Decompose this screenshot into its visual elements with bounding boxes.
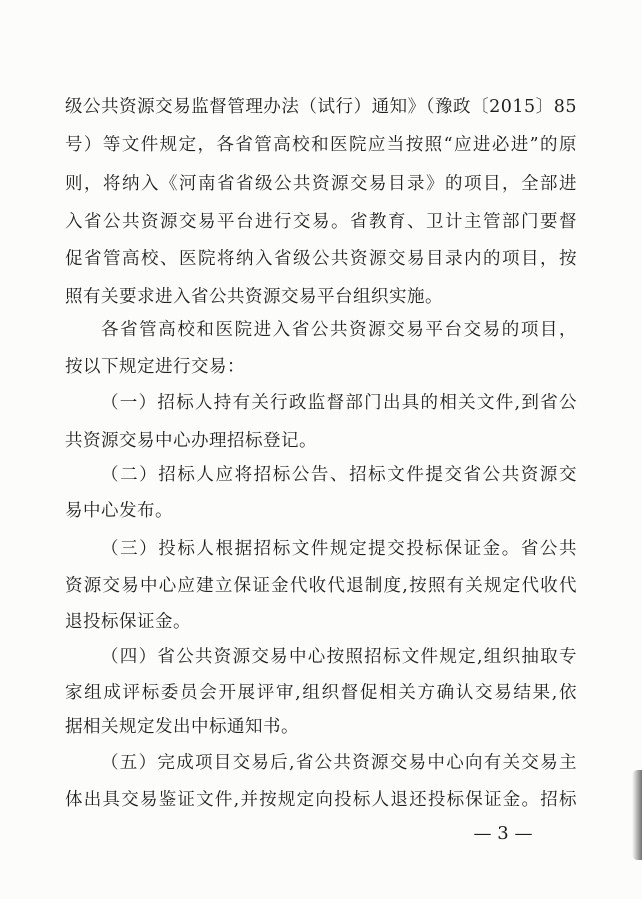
- text-line: 照有关要求进入省公共资源交易平台组织实施。: [65, 287, 443, 307]
- text-line: 各省管高校和医院进入省公共资源交易平台交易的项目，: [101, 320, 577, 340]
- text-line: （一）招标人持有关行政监督部门出具的相关文件,到省公: [101, 393, 577, 413]
- text-line: （五）完成项目交易后,省公共资源交易中心向有关交易主: [101, 753, 577, 773]
- text-line: 则，将纳入《河南省省级公共资源交易目录》的项目，全部进: [65, 174, 577, 194]
- text-line: （三）投标人根据招标文件规定提交投标保证金。省公共: [101, 539, 577, 559]
- text-line: 家组成评标委员会开展评审,组织督促相关方确认交易结果,依: [65, 683, 577, 703]
- text-line: （四）省公共资源交易中心按照招标文件规定,组织抽取专: [101, 647, 577, 667]
- text-line: 入省公共资源交易平台进行交易。省教育、卫计主管部门要督: [65, 212, 577, 232]
- scan-shadow: [632, 770, 642, 860]
- text-line: 共资源交易中心办理招标登记。: [65, 431, 317, 451]
- text-line: 退投标保证金。: [65, 612, 191, 632]
- text-line: 资源交易中心应建立保证金代收代退制度,按照有关规定代收代: [65, 576, 577, 596]
- text-line: 按以下规定进行交易：: [65, 357, 245, 377]
- text-line: 体出具交易鉴证文件,并按规定向投标人退还投标保证金。招标: [65, 790, 577, 810]
- text-line: 促省管高校、医院将纳入省级公共资源交易目录内的项目，按: [65, 249, 577, 269]
- text-line: 号）等文件规定，各省管高校和医院应当按照“应进必进”的原: [65, 135, 577, 155]
- page-number: — 3 —: [473, 823, 533, 844]
- text-line: （二）招标人应将招标公告、招标文件提交省公共资源交: [101, 465, 577, 485]
- text-line: 级公共资源交易监督管理办法（试行）通知》（豫政〔2015〕85: [65, 97, 577, 117]
- text-line: 易中心发布。: [65, 501, 173, 521]
- text-line: 据相关规定发出中标通知书。: [65, 717, 299, 737]
